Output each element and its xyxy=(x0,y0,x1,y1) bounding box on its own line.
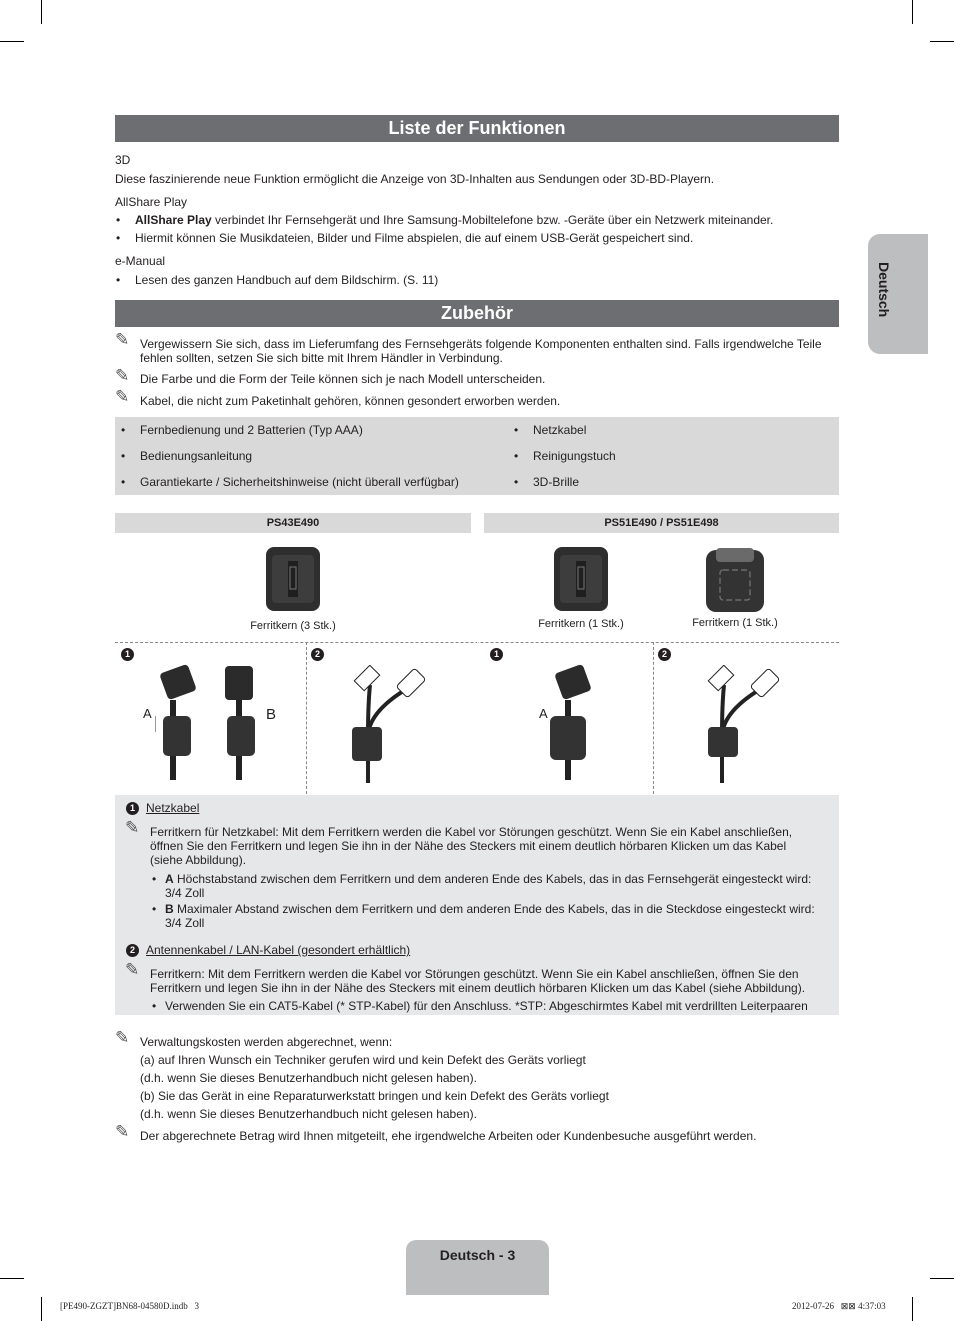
distance-b-bold: B xyxy=(165,902,174,916)
distance-a-rest: Höchstabstand zwischen dem Ferritkern und dem anderen Ende des Kabels, das in das Fernsehgerät eingesteckt wird: 3/4 Zoll xyxy=(165,872,812,900)
accessory-item: • Netzkabel xyxy=(533,423,586,437)
feature-3d-name: 3D xyxy=(115,153,131,167)
label-a: A xyxy=(539,706,548,721)
antenna-cable-diagram xyxy=(700,665,800,785)
features-title: Liste der Funktionen xyxy=(115,115,839,142)
antenna-bullet: • Verwenden Sie ein CAT5-Kabel (* STP-Kabel) für den Anschluss. *STP: Abgeschirmtes Kabel mit verdrillten Leiterpaaren xyxy=(152,999,808,1013)
ferrite-caption-right-2: Ferritkern (1 Stk.) xyxy=(692,617,778,629)
pencil-icon: ✎ xyxy=(115,366,130,385)
power-cable-diagram xyxy=(540,660,610,785)
feature-emanual-bullet: • Lesen des ganzen Handbuch auf dem Bildschirm. (S. 11) xyxy=(135,273,438,287)
distance-a-text: • A Höchstabstand zwischen dem Ferritkern und dem anderen Ende des Kabels, das in das Fernsehgerät eingesteckt wird: 3/4 Zoll xyxy=(152,872,812,900)
fees-note-2: Der abgerechnete Betrag wird Ihnen mitgeteilt, ehe irgendwelche Arbeiten oder Kundenbesuche ausgeführt werden. xyxy=(140,1129,757,1143)
accessories-note-3: Kabel, die nicht zum Paketinhalt gehören, können gesondert erworben werden. xyxy=(140,394,561,408)
footer-file: [PE490-ZGZT]BN68-04580D.indb 3 xyxy=(60,1301,199,1311)
page-number-tab: Deutsch - 3 xyxy=(406,1240,549,1295)
pencil-icon: ✎ xyxy=(125,960,140,979)
fees-line: (d.h. wenn Sie dieses Benutzerhandbuch nicht gelesen haben). xyxy=(140,1107,477,1121)
accessory-item: • Fernbedienung und 2 Batterien (Typ AAA) xyxy=(140,423,363,437)
accessory-item: • 3D-Brille xyxy=(533,475,579,489)
pencil-icon: ✎ xyxy=(115,1122,130,1141)
feature-allshare-name: AllShare Play xyxy=(115,195,188,209)
feature-allshare-bullet1 xyxy=(135,213,835,227)
model-header-right: PS51E490 / PS51E498 xyxy=(484,513,839,533)
distance-a-bold: A xyxy=(165,872,174,886)
divider xyxy=(653,642,654,794)
antenna-bullet-text: Verwenden Sie ein CAT5-Kabel (* STP-Kabel) für den Anschluss. *STP: Abgeschirmtes Kabel mit verdrillten Leiterpaaren xyxy=(165,999,808,1013)
distance-b-text: • B Maximaler Abstand zwischen dem Ferritkern und dem anderen Ende des Kabels, das in die Steckdose eingesteckt wird: 3/4 Zoll xyxy=(152,902,815,930)
ferrite-caption-right-1: Ferritkern (1 Stk.) xyxy=(538,618,624,630)
step-2-badge: 2 xyxy=(658,648,671,661)
fees-line: (a) auf Ihren Wunsch ein Techniker gerufen wird und kein Defekt des Geräts vorliegt xyxy=(140,1053,586,1067)
fees-line: (b) Sie das Gerät in eine Reparaturwerkstatt bringen und kein Defekt des Geräts vorliegt xyxy=(140,1089,609,1103)
divider xyxy=(306,642,307,794)
allshare-rest: verbindet Ihr Fernsehgerät und Ihre Samsung-Mobiltelefone bzw. -Geräte über ein Netzwerk miteinander. xyxy=(211,213,774,227)
step-2-badge: 2 xyxy=(311,648,324,661)
fees-note: Verwaltungskosten werden abgerechnet, wenn: xyxy=(140,1035,393,1049)
feature-emanual-name: e-Manual xyxy=(115,254,166,268)
feature-3d-text: Diese faszinierende neue Funktion ermöglicht die Anzeige von 3D-Inhalten aus Sendungen oder 3D-BD-Playern. xyxy=(115,172,715,186)
pencil-icon: ✎ xyxy=(125,818,140,837)
model-header-left: PS43E490 xyxy=(115,513,471,533)
feature-allshare-bullet2: • Hiermit können Sie Musikdateien, Bilder und Filme abspielen, die auf einem USB-Gerät gespeichert sind. xyxy=(135,231,693,245)
language-tab xyxy=(868,234,928,354)
power-cable-note: Ferritkern für Netzkabel: Mit dem Ferritkern werden die Kabel vor Störungen geschützt. Wenn Sie ein Kabel anschließen, öffnen Sie den Ferritkern und legen Sie ihn in der Nähe des Steckers mit einem deutlich hörbaren Klicken um das Kabel (siehe Abbildung). xyxy=(150,825,793,867)
step-2-badge: 2 xyxy=(126,944,139,957)
allshare-bold: AllShare Play xyxy=(135,213,212,227)
label-b: B xyxy=(266,706,277,723)
power-cable-diagram xyxy=(155,660,275,785)
accessories-title: Zubehör xyxy=(115,300,839,327)
pencil-icon: ✎ xyxy=(115,387,130,406)
accessory-item: • Garantiekarte / Sicherheitshinweise (nicht überall verfügbar) xyxy=(140,475,459,489)
pencil-icon: ✎ xyxy=(115,1028,130,1047)
footer-date: 2012-07-26 ⊠⊠ 4:37:03 xyxy=(792,1301,886,1311)
ferrite-core-image xyxy=(264,543,322,615)
antenna-cable-title: Antennenkabel / LAN-Kabel (gesondert erhältlich) xyxy=(146,943,411,957)
fees-line: (d.h. wenn Sie dieses Benutzerhandbuch nicht gelesen haben). xyxy=(140,1071,477,1085)
step-1-badge: 1 xyxy=(490,648,503,661)
language-tab-label: Deutsch xyxy=(876,262,892,318)
label-a: A xyxy=(143,706,152,721)
accessories-note-2: Die Farbe und die Form der Teile können sich je nach Modell unterscheiden. xyxy=(140,372,546,386)
antenna-cable-diagram xyxy=(340,665,440,785)
antenna-cable-note: Ferritkern: Mit dem Ferritkern werden die Kabel vor Störungen geschützt. Wenn Sie ein Kabel anschließen, öffnen Sie den Ferritkern und legen Sie ihn in der Nähe des Steckers mit einem deutlich hörbaren Klicken um das Kabel (siehe Abbildung). xyxy=(150,967,806,995)
power-cable-title: Netzkabel xyxy=(146,801,200,815)
ferrite-core-image xyxy=(704,546,766,614)
distance-b-rest: Maximaler Abstand zwischen dem Ferritkern und dem anderen Ende des Kabels, das in die Steckdose eingesteckt wird: 3/4 Zoll xyxy=(165,902,815,930)
ferrite-core-image xyxy=(552,543,610,615)
step-1-badge: 1 xyxy=(126,802,139,815)
accessory-item: • Bedienungsanleitung xyxy=(140,449,252,463)
accessory-item: • Reinigungstuch xyxy=(533,449,616,463)
pencil-icon: ✎ xyxy=(115,330,130,349)
ferrite-caption-left: Ferritkern (3 Stk.) xyxy=(250,620,336,632)
step-1-badge: 1 xyxy=(121,648,134,661)
accessories-note-1: Vergewissern Sie sich, dass im Lieferumfang des Fernsehgeräts folgende Komponenten enthalten sind. Falls irgendwelche Teile fehlen sollten, setzen Sie sich bitte mit Ihrem Händler in Verbindung. xyxy=(140,337,822,365)
